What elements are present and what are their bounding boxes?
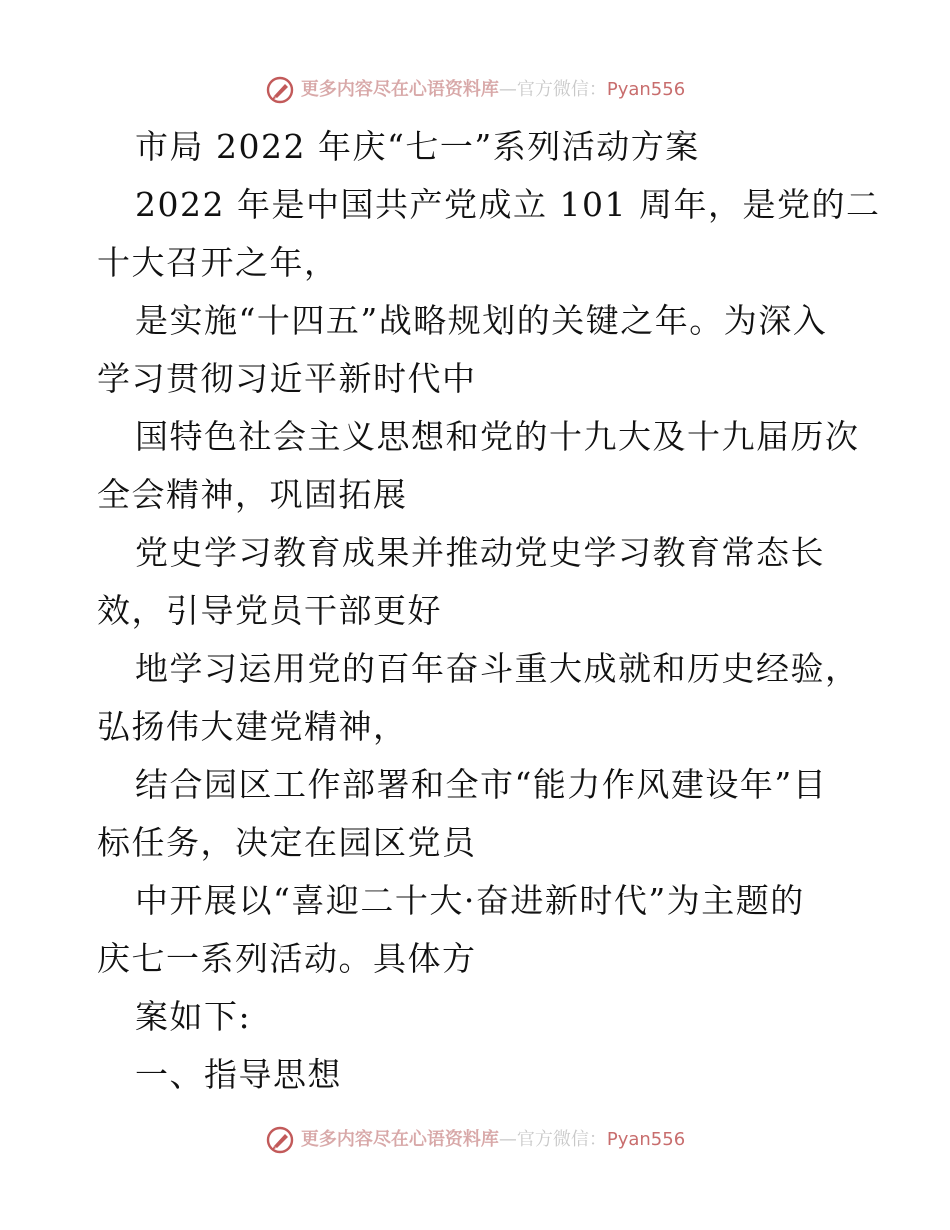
watermark-wechat-id: Pyan556: [606, 79, 686, 100]
text-line: 十大召开之年，: [97, 243, 339, 282]
watermark-banner-top: [0, 70, 950, 110]
text-line: 学习贯彻习近平新时代中: [97, 359, 477, 398]
watermark-separator: —: [498, 1129, 517, 1150]
text-line: 弘扬伟大建党精神，: [97, 707, 408, 746]
text-line: 市局 2022 年庆“七一”系列活动方案: [135, 127, 700, 166]
text-line: 国特色社会主义思想和党的十九大及十九届历次: [135, 417, 860, 456]
watermark-separator: —: [498, 79, 517, 100]
text-line: 标任务，决定在园区党员: [97, 823, 477, 862]
pen-logo-icon: [265, 75, 295, 105]
text-line: 中开展以“喜迎二十大·奋进新时代”为主题的: [135, 881, 805, 920]
watermark-site-name: 更多内容尽在心语资料库: [300, 79, 499, 100]
text-line: 地学习运用党的百年奋斗重大成就和历史经验，: [135, 649, 860, 688]
watermark-wechat-label: 官方微信：: [516, 79, 607, 100]
watermark-text: [301, 1120, 685, 1160]
watermark-wechat-label: 官方微信：: [516, 1129, 607, 1150]
text-line: 是实施“十四五”战略规划的关键之年。为深入: [135, 301, 828, 340]
text-line: 党史学习教育成果并推动党史学习教育常态长: [135, 533, 825, 572]
watermark-site-name: 更多内容尽在心语资料库: [300, 1129, 499, 1150]
text-line: 庆七一系列活动。具体方: [97, 939, 477, 978]
watermark-text: [301, 70, 685, 110]
pen-logo-icon: [265, 1125, 295, 1155]
watermark-wechat-id: Pyan556: [606, 1129, 686, 1150]
text-line: 案如下:: [135, 997, 252, 1036]
document-body: [97, 118, 881, 1104]
text-line: 全会精神，巩固拓展: [97, 475, 408, 514]
text-line: 效，引导党员干部更好: [97, 591, 442, 630]
watermark-banner-bottom: [0, 1120, 950, 1160]
text-line: 结合园区工作部署和全市“能力作风建设年”目: [135, 765, 828, 804]
text-line: 一、指导思想: [135, 1055, 342, 1094]
text-line: 2022 年是中国共产党成立 101 周年，是党的二: [135, 185, 881, 224]
